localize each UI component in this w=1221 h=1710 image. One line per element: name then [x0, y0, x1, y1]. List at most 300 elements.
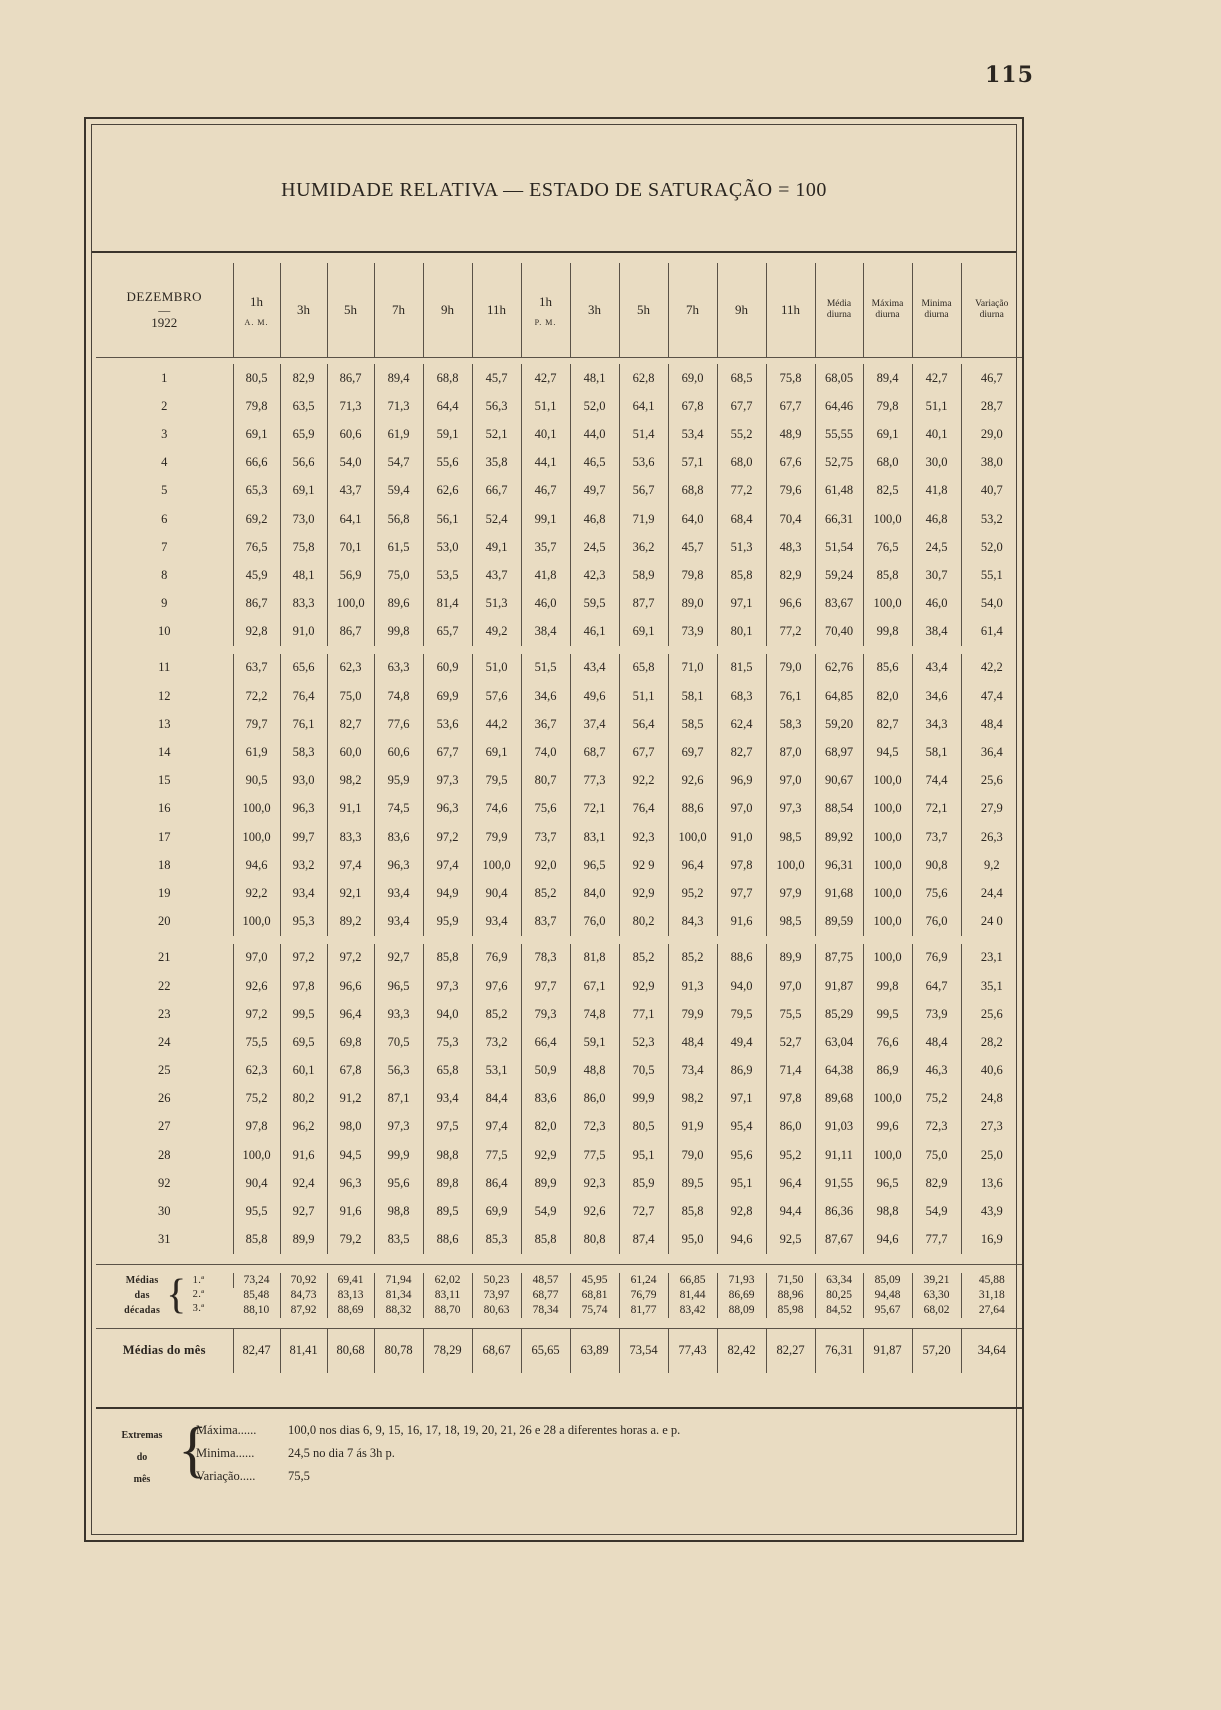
value-cell: 83,3: [327, 823, 374, 851]
value-cell: 82,7: [863, 710, 912, 738]
value-cell: 80,2: [619, 908, 668, 936]
value-cell: 68,4: [717, 505, 766, 533]
value-cell: 79,5: [472, 767, 521, 795]
value-cell: 64,4: [423, 392, 472, 420]
value-cell: 94,6: [863, 1226, 912, 1254]
value-cell: 64,46: [815, 392, 863, 420]
header-row: [96, 263, 1022, 358]
value-cell: 97,1: [717, 1085, 766, 1113]
value-cell: 59,4: [374, 477, 423, 505]
value-cell: 92,9: [521, 1141, 570, 1169]
value-cell: 68,7: [570, 738, 619, 766]
value-cell: 73,9: [668, 618, 717, 646]
value-cell: 82,7: [717, 738, 766, 766]
value-cell: 35,7: [521, 533, 570, 561]
value-cell: 38,4: [912, 618, 961, 646]
value-cell: 86,36: [815, 1197, 863, 1225]
value-cell: 95,4: [717, 1113, 766, 1141]
value-cell: 84,0: [570, 879, 619, 907]
value-cell: 40,6: [961, 1057, 1022, 1085]
value-cell: 90,67: [815, 767, 863, 795]
value-cell: 79,0: [766, 654, 815, 682]
value-cell: 80,5: [619, 1113, 668, 1141]
value-cell: 86,7: [327, 364, 374, 392]
value-cell: 49,1: [472, 533, 521, 561]
value-cell: 94,6: [233, 851, 280, 879]
decade-value-cell: 73,97: [472, 1288, 521, 1303]
value-cell: 36,7: [521, 710, 570, 738]
value-cell: 86,7: [233, 590, 280, 618]
value-cell: 90,4: [472, 879, 521, 907]
decade-value-cell: 71,93: [717, 1273, 766, 1288]
separator-row: [96, 1254, 1022, 1265]
header-pm: P. M.: [534, 317, 557, 327]
value-cell: 92,2: [619, 767, 668, 795]
value-cell: 90,4: [233, 1169, 280, 1197]
value-cell: 88,6: [717, 944, 766, 972]
value-cell: 48,1: [280, 561, 327, 589]
value-cell: 98,5: [766, 908, 815, 936]
value-cell: 75,5: [233, 1028, 280, 1056]
value-cell: 9,2: [961, 851, 1022, 879]
value-cell: 93,4: [374, 908, 423, 936]
value-cell: 92,9: [619, 972, 668, 1000]
day-cell: 11: [158, 660, 171, 675]
month-mean-value: 91,87: [863, 1328, 912, 1373]
value-cell: 80,1: [717, 618, 766, 646]
value-cell: 69,1: [280, 477, 327, 505]
header-month: DEZEMBRO: [126, 289, 202, 304]
value-cell: 79,6: [766, 477, 815, 505]
value-cell: 46,0: [912, 590, 961, 618]
value-cell: 89,68: [815, 1085, 863, 1113]
month-mean-value: 80,78: [374, 1328, 423, 1373]
value-cell: 67,7: [717, 392, 766, 420]
value-cell: 56,9: [327, 561, 374, 589]
value-cell: 100,0: [668, 823, 717, 851]
header-hour: 9h: [717, 263, 766, 358]
value-cell: 68,0: [717, 449, 766, 477]
value-cell: 93,4: [374, 879, 423, 907]
value-cell: 70,5: [619, 1057, 668, 1085]
value-cell: 35,8: [472, 449, 521, 477]
extremes-variacao: Variação..... 75,5: [196, 1469, 310, 1483]
value-cell: 34,3: [912, 710, 961, 738]
value-cell: 92,7: [374, 944, 423, 972]
value-cell: 73,0: [280, 505, 327, 533]
value-cell: 98,8: [423, 1141, 472, 1169]
value-cell: 97,2: [233, 1000, 280, 1028]
table-row: [96, 618, 1022, 646]
decades-label: Médias das décadas { 1.ª 2.ª 3.ª: [124, 1272, 205, 1318]
value-cell: 97,9: [766, 879, 815, 907]
decade-label-cell: [96, 1273, 233, 1318]
value-cell: 68,05: [815, 364, 863, 392]
day-cell: 3: [161, 426, 168, 441]
value-cell: 100,0: [766, 851, 815, 879]
table-row: [96, 738, 1022, 766]
header-hour: 3h: [570, 263, 619, 358]
value-cell: 100,0: [863, 795, 912, 823]
value-cell: 66,7: [472, 477, 521, 505]
table-row: [96, 851, 1022, 879]
value-cell: 58,1: [912, 738, 961, 766]
value-cell: 75,5: [766, 1000, 815, 1028]
extremes-minima: Minima...... 24,5 no dia 7 ás 3h p.: [196, 1446, 395, 1460]
value-cell: 98,8: [863, 1197, 912, 1225]
value-cell: 42,2: [961, 654, 1022, 682]
value-cell: 95,6: [717, 1141, 766, 1169]
value-cell: 72,2: [233, 682, 280, 710]
table-row: [96, 1085, 1022, 1113]
header-hour: 3h: [280, 263, 327, 358]
value-cell: 96,3: [374, 851, 423, 879]
value-cell: 97,0: [766, 972, 815, 1000]
value-cell: 52,0: [570, 392, 619, 420]
value-cell: 69,2: [233, 505, 280, 533]
value-cell: 69,1: [233, 420, 280, 448]
month-mean-value: 82,27: [766, 1328, 815, 1373]
table-row: [96, 879, 1022, 907]
value-cell: 96,4: [327, 1000, 374, 1028]
value-cell: 83,6: [521, 1085, 570, 1113]
value-cell: 64,1: [619, 392, 668, 420]
value-cell: 82,7: [327, 710, 374, 738]
value-cell: 42,7: [521, 364, 570, 392]
value-cell: 51,3: [717, 533, 766, 561]
value-cell: 49,4: [717, 1028, 766, 1056]
value-cell: 94,4: [766, 1197, 815, 1225]
value-cell: 40,1: [912, 420, 961, 448]
table-row: [96, 1057, 1022, 1085]
value-cell: 41,8: [521, 561, 570, 589]
day-cell: 8: [161, 567, 168, 582]
value-cell: 48,1: [570, 364, 619, 392]
table-row: [96, 590, 1022, 618]
value-cell: 97,3: [423, 972, 472, 1000]
value-cell: 96,5: [863, 1169, 912, 1197]
value-cell: 51,0: [472, 654, 521, 682]
value-cell: 75,2: [233, 1085, 280, 1113]
value-cell: 89,9: [521, 1169, 570, 1197]
value-cell: 86,9: [863, 1057, 912, 1085]
value-cell: 91,3: [668, 972, 717, 1000]
extremes-brace: {: [178, 1416, 208, 1484]
value-cell: 96,4: [668, 851, 717, 879]
value-cell: 96,2: [280, 1113, 327, 1141]
value-cell: 82,9: [766, 561, 815, 589]
decade-value-cell: 69,41: [327, 1273, 374, 1288]
value-cell: 85,8: [863, 561, 912, 589]
decade-value-cell: 94,48: [863, 1288, 912, 1303]
value-cell: 67,7: [619, 738, 668, 766]
value-cell: 40,7: [961, 477, 1022, 505]
header-media-diurna: Média diurna: [815, 263, 863, 358]
value-cell: 97,2: [280, 944, 327, 972]
value-cell: 79,2: [327, 1226, 374, 1254]
value-cell: 81,8: [570, 944, 619, 972]
value-cell: 55,1: [961, 561, 1022, 589]
value-cell: 61,4: [961, 618, 1022, 646]
value-cell: 96,9: [717, 767, 766, 795]
value-cell: 97,8: [280, 972, 327, 1000]
value-cell: 79,9: [472, 823, 521, 851]
table-row: [96, 710, 1022, 738]
header-hour: 1h A. M.: [233, 263, 280, 358]
value-cell: 25,0: [961, 1141, 1022, 1169]
value-cell: 42,7: [912, 364, 961, 392]
value-cell: 69,7: [668, 738, 717, 766]
value-cell: 100,0: [327, 590, 374, 618]
value-cell: 60,1: [280, 1057, 327, 1085]
value-cell: 69,1: [863, 420, 912, 448]
value-cell: 99,6: [863, 1113, 912, 1141]
value-cell: 77,5: [472, 1141, 521, 1169]
value-cell: 56,8: [374, 505, 423, 533]
value-cell: 74,8: [570, 1000, 619, 1028]
month-mean-value: 80,68: [327, 1328, 374, 1373]
value-cell: 79,7: [233, 710, 280, 738]
value-cell: 97,0: [766, 767, 815, 795]
value-cell: 87,7: [619, 590, 668, 618]
month-mean-value: 65,65: [521, 1328, 570, 1373]
value-cell: 48,4: [668, 1028, 717, 1056]
day-cell: 26: [158, 1091, 171, 1106]
value-cell: 51,1: [619, 682, 668, 710]
value-cell: 36,2: [619, 533, 668, 561]
value-cell: 83,67: [815, 590, 863, 618]
value-cell: 61,9: [374, 420, 423, 448]
page-number: 115: [985, 62, 1034, 88]
value-cell: 69,9: [472, 1197, 521, 1225]
value-cell: 71,3: [374, 392, 423, 420]
value-cell: 81,4: [423, 590, 472, 618]
value-cell: 45,9: [233, 561, 280, 589]
month-mean-value: 57,20: [912, 1328, 961, 1373]
value-cell: 43,4: [570, 654, 619, 682]
value-cell: 59,5: [570, 590, 619, 618]
value-cell: 46,1: [570, 618, 619, 646]
decade-value-cell: 70,92: [280, 1273, 327, 1288]
day-cell: 22: [158, 978, 171, 993]
value-cell: 62,76: [815, 654, 863, 682]
day-cell: 31: [158, 1232, 171, 1247]
value-cell: 95,6: [374, 1169, 423, 1197]
value-cell: 35,1: [961, 972, 1022, 1000]
value-cell: 77,6: [374, 710, 423, 738]
value-cell: 68,0: [863, 449, 912, 477]
value-cell: 38,4: [521, 618, 570, 646]
value-cell: 96,6: [327, 972, 374, 1000]
value-cell: 92 9: [619, 851, 668, 879]
value-cell: 76,5: [863, 533, 912, 561]
table-row: [96, 654, 1022, 682]
value-cell: 52,7: [766, 1028, 815, 1056]
value-cell: 97,7: [717, 879, 766, 907]
value-cell: 85,6: [863, 654, 912, 682]
decade-value-cell: 39,21: [912, 1273, 961, 1288]
decade-number: 1.ª: [192, 1275, 205, 1287]
decade-value-cell: 83,13: [327, 1288, 374, 1303]
month-mean-value: 77,43: [668, 1328, 717, 1373]
value-cell: 56,6: [280, 449, 327, 477]
value-cell: 92,7: [280, 1197, 327, 1225]
value-cell: 96,3: [327, 1169, 374, 1197]
value-cell: 91,6: [280, 1141, 327, 1169]
value-cell: 56,3: [472, 392, 521, 420]
value-cell: 75,6: [912, 879, 961, 907]
value-cell: 65,9: [280, 420, 327, 448]
extremes-maxima: Máxima...... 100,0 nos dias 6, 9, 15, 16, 17, 18, 19, 20, 21, 26 e 28 a diferentes horas a. e p.: [196, 1423, 681, 1437]
decade-value-cell: 86,69: [717, 1288, 766, 1303]
value-cell: 83,6: [374, 823, 423, 851]
value-cell: 47,4: [961, 682, 1022, 710]
value-cell: 75,8: [280, 533, 327, 561]
table-row: [96, 944, 1022, 972]
value-cell: 100,0: [863, 1085, 912, 1113]
value-cell: 94,0: [717, 972, 766, 1000]
value-cell: 89,9: [280, 1226, 327, 1254]
value-cell: 69,1: [619, 618, 668, 646]
value-cell: 99,5: [863, 1000, 912, 1028]
table-title: HUMIDADE RELATIVA — ESTADO DE SATURAÇÃO = 100: [281, 179, 827, 201]
month-mean-value: 76,31: [815, 1328, 863, 1373]
value-cell: 57,6: [472, 682, 521, 710]
value-cell: 54,0: [327, 449, 374, 477]
decade-value-cell: 95,67: [863, 1303, 912, 1318]
value-cell: 92,0: [521, 851, 570, 879]
decade-value-cell: 88,09: [717, 1303, 766, 1318]
value-cell: 96,5: [570, 851, 619, 879]
value-cell: 53,4: [668, 420, 717, 448]
value-cell: 44,0: [570, 420, 619, 448]
value-cell: 94,5: [863, 738, 912, 766]
day-cell: 20: [158, 914, 171, 929]
header-hour: 7h: [374, 263, 423, 358]
value-cell: 71,3: [327, 392, 374, 420]
value-cell: 77,7: [912, 1226, 961, 1254]
decade-value-cell: 87,92: [280, 1303, 327, 1318]
value-cell: 96,3: [423, 795, 472, 823]
value-cell: 83,5: [374, 1226, 423, 1254]
value-cell: 62,8: [619, 364, 668, 392]
value-cell: 92,3: [570, 1169, 619, 1197]
value-cell: 82,9: [912, 1169, 961, 1197]
value-cell: 43,7: [327, 477, 374, 505]
value-cell: 92,6: [668, 767, 717, 795]
value-cell: 54,9: [521, 1197, 570, 1225]
value-cell: 69,0: [668, 364, 717, 392]
value-cell: 37,4: [570, 710, 619, 738]
value-cell: 69,9: [423, 682, 472, 710]
day-cell: 2: [161, 398, 168, 413]
day-cell: 21: [158, 950, 171, 965]
extremes-label: Extremas do mês: [121, 1430, 163, 1485]
value-cell: 87,4: [619, 1226, 668, 1254]
value-cell: 75,6: [521, 795, 570, 823]
decade-value-cell: 81,44: [668, 1288, 717, 1303]
value-cell: 63,04: [815, 1028, 863, 1056]
value-cell: 95,2: [668, 879, 717, 907]
value-cell: 65,8: [619, 654, 668, 682]
decade-value-cell: 62,02: [423, 1273, 472, 1288]
value-cell: 99,5: [280, 1000, 327, 1028]
value-cell: 24,8: [961, 1085, 1022, 1113]
value-cell: 98,2: [327, 767, 374, 795]
day-cell: 92: [158, 1175, 171, 1190]
value-cell: 92,6: [233, 972, 280, 1000]
value-cell: 75,3: [423, 1028, 472, 1056]
value-cell: 55,2: [717, 420, 766, 448]
value-cell: 97,4: [472, 1113, 521, 1141]
value-cell: 85,8: [717, 561, 766, 589]
value-cell: 44,2: [472, 710, 521, 738]
value-cell: 100,0: [863, 879, 912, 907]
value-cell: 76,1: [280, 710, 327, 738]
day-cell: 12: [158, 688, 171, 703]
value-cell: 60,6: [327, 420, 374, 448]
table-row: [96, 1113, 1022, 1141]
table-row: [96, 767, 1022, 795]
value-cell: 74,8: [374, 682, 423, 710]
value-cell: 62,3: [327, 654, 374, 682]
value-cell: 96,31: [815, 851, 863, 879]
value-cell: 74,4: [912, 767, 961, 795]
value-cell: 49,6: [570, 682, 619, 710]
day-cell: 15: [158, 773, 171, 788]
title-rule: [92, 251, 1016, 253]
value-cell: 93,4: [423, 1085, 472, 1113]
decade-value-cell: 76,79: [619, 1288, 668, 1303]
table-row: [96, 1141, 1022, 1169]
value-cell: 63,7: [233, 654, 280, 682]
day-cell: 18: [158, 857, 171, 872]
decade-value-cell: 75,74: [570, 1303, 619, 1318]
value-cell: 73,4: [668, 1057, 717, 1085]
value-cell: 30,0: [912, 449, 961, 477]
value-cell: 96,4: [766, 1169, 815, 1197]
value-cell: 71,0: [668, 654, 717, 682]
value-cell: 91,11: [815, 1141, 863, 1169]
value-cell: 52,3: [619, 1028, 668, 1056]
value-cell: 27,9: [961, 795, 1022, 823]
day-cell: 5: [161, 483, 168, 498]
value-cell: 98,8: [374, 1197, 423, 1225]
table-row: [96, 1197, 1022, 1225]
value-cell: 67,7: [423, 738, 472, 766]
value-cell: 90,5: [233, 767, 280, 795]
value-cell: 100,0: [863, 505, 912, 533]
value-cell: 92,2: [233, 879, 280, 907]
value-cell: 65,3: [233, 477, 280, 505]
value-cell: 99,9: [619, 1085, 668, 1113]
table-row: [96, 795, 1022, 823]
value-cell: 98,0: [327, 1113, 374, 1141]
day-cell: 14: [158, 745, 171, 760]
value-cell: 53,2: [961, 505, 1022, 533]
value-cell: 25,6: [961, 1000, 1022, 1028]
value-cell: 99,8: [863, 972, 912, 1000]
value-cell: 27,3: [961, 1113, 1022, 1141]
value-cell: 71,9: [619, 505, 668, 533]
value-cell: 74,5: [374, 795, 423, 823]
month-mean-value: 63,89: [570, 1328, 619, 1373]
value-cell: 52,75: [815, 449, 863, 477]
decade-value-cell: 88,96: [766, 1288, 815, 1303]
value-cell: 48,4: [961, 710, 1022, 738]
value-cell: 97,0: [717, 795, 766, 823]
decade-value-cell: 68,02: [912, 1303, 961, 1318]
